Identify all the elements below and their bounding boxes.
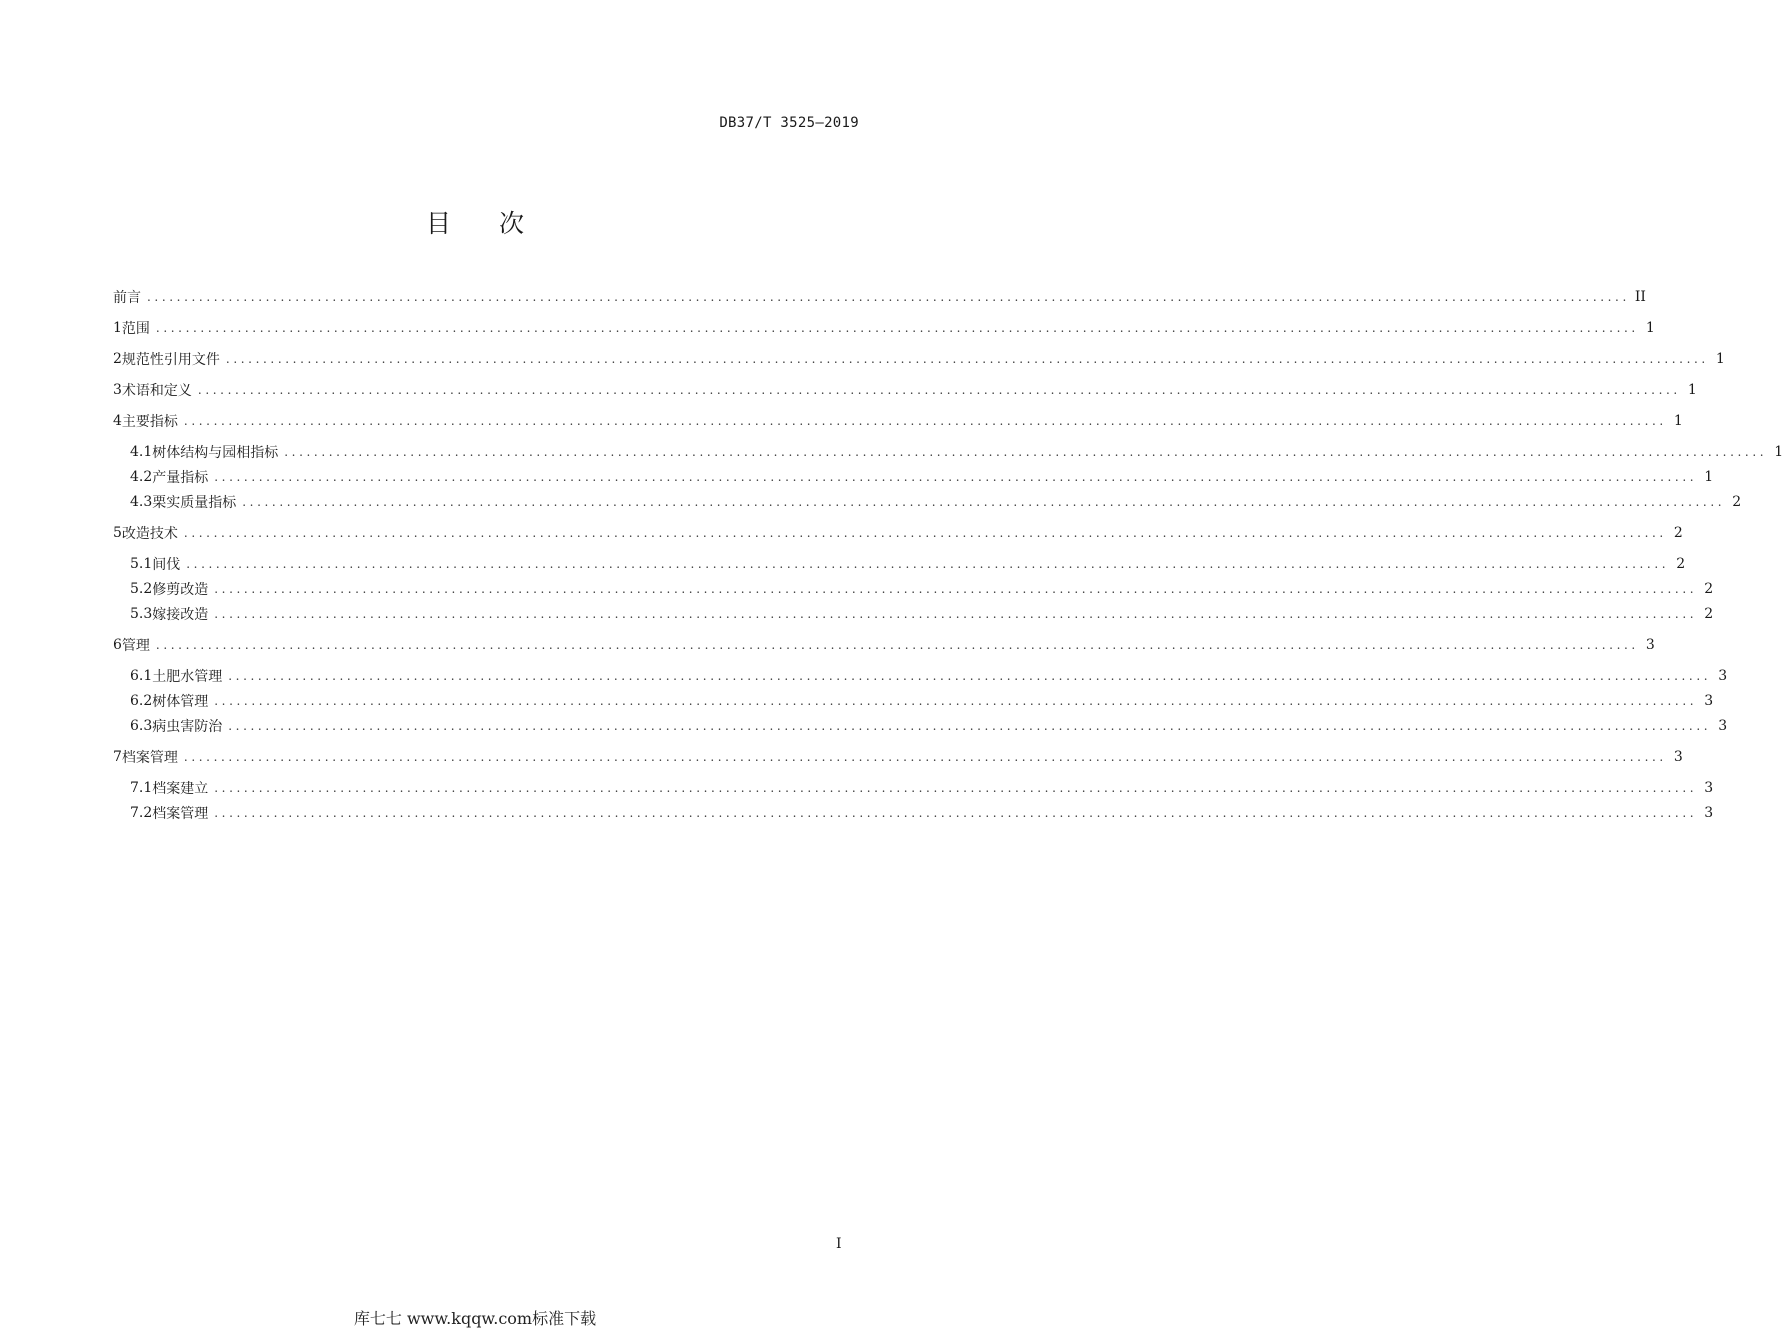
toc-title-char-1: 目	[425, 209, 451, 238]
toc-dot-leader: ........................................................................................................................................................................................................	[214, 781, 1698, 795]
toc-entry[interactable]	[113, 286, 1646, 308]
toc-entry-label: 间伐	[152, 557, 181, 573]
toc-entry-page: 1	[1687, 382, 1697, 398]
toc-entry-number: 4	[113, 413, 122, 429]
toc-title	[0, 204, 950, 240]
toc-entry-number: 6.1	[130, 668, 153, 684]
toc-entry-label: 档案管理	[121, 750, 178, 766]
toc-entry-label: 树体结构与园相指标	[152, 445, 279, 461]
toc-entry[interactable]	[130, 777, 1714, 799]
toc-entry-label: 管理	[121, 638, 150, 654]
toc-dot-leader: ........................................................................................................................................................................................................	[284, 445, 1768, 459]
toc-entry[interactable]	[113, 317, 1655, 339]
toc-entry[interactable]	[113, 379, 1697, 401]
toc-entry-page: 1	[1673, 413, 1683, 429]
toc-entry-page: 3	[1645, 637, 1655, 653]
toc-entry[interactable]	[130, 491, 1742, 513]
toc-entry-page: 2	[1704, 581, 1714, 597]
toc-entry[interactable]	[130, 802, 1714, 824]
toc-dot-leader: ........................................................................................................................................................................................................	[155, 321, 1639, 335]
toc-entry-page: 1	[1774, 444, 1783, 460]
toc-entry-number: 5.1	[130, 556, 153, 572]
page-number: I	[836, 1236, 842, 1252]
toc-entry[interactable]	[130, 578, 1714, 600]
toc-entry-label: 档案建立	[152, 781, 209, 797]
toc-dot-leader: ........................................................................................................................................................................................................	[228, 719, 1712, 733]
toc-dot-leader: ........................................................................................................................................................................................................	[225, 352, 1709, 366]
toc-entry-label: 产量指标	[152, 470, 209, 486]
toc-entry-label: 术语和定义	[121, 383, 192, 399]
toc-dot-leader: ........................................................................................................................................................................................................	[186, 557, 1670, 571]
toc-entry-number: 6	[113, 637, 122, 653]
toc-dot-leader: ........................................................................................................................................................................................................	[197, 383, 1681, 397]
toc-entry-label: 树体管理	[152, 694, 209, 710]
toc-dot-leader: ........................................................................................................................................................................................................	[147, 290, 1630, 304]
toc-entry-page: 1	[1645, 320, 1655, 336]
toc-entry-page: 2	[1676, 556, 1686, 572]
toc-entry-page: 2	[1673, 525, 1683, 541]
toc-entry-number: 5	[113, 525, 122, 541]
toc-entry-page: 2	[1704, 606, 1714, 622]
toc-dot-leader: ........................................................................................................................................................................................................	[214, 607, 1698, 621]
toc-entry-number: 4.3	[130, 494, 153, 510]
toc-entry[interactable]	[113, 348, 1725, 370]
toc-dot-leader: ........................................................................................................................................................................................................	[214, 806, 1698, 820]
toc-entry-page: 3	[1704, 805, 1714, 821]
toc-entry[interactable]	[113, 746, 1683, 768]
toc-entry[interactable]	[130, 441, 1783, 463]
toc-dot-leader: ........................................................................................................................................................................................................	[228, 669, 1712, 683]
toc-entry-label: 改造技术	[121, 526, 178, 542]
toc-entry-page: 3	[1718, 668, 1728, 684]
toc-entry-number: 6.3	[130, 718, 153, 734]
toc-dot-leader: ........................................................................................................................................................................................................	[183, 750, 1667, 764]
toc-entry[interactable]	[130, 690, 1714, 712]
toc-entry-number: 7	[113, 749, 122, 765]
toc-entry[interactable]	[130, 665, 1728, 687]
toc-entry-number: 5.3	[130, 606, 153, 622]
toc-dot-leader: ........................................................................................................................................................................................................	[155, 638, 1639, 652]
toc-entry-label: 嫁接改造	[152, 607, 209, 623]
toc-entry-label: 修剪改造	[152, 582, 209, 598]
toc-dot-leader: ........................................................................................................................................................................................................	[183, 526, 1667, 540]
toc-entry-page: II	[1634, 289, 1646, 305]
toc-entry-label: 栗实质量指标	[152, 495, 237, 511]
toc-entry[interactable]	[130, 466, 1714, 488]
toc-entry-label: 病虫害防治	[152, 719, 223, 735]
toc-entry-label: 档案管理	[152, 806, 209, 822]
toc-entry-number: 2	[113, 351, 122, 367]
toc-entry[interactable]	[113, 410, 1683, 432]
toc-entry-page: 3	[1704, 693, 1714, 709]
toc-entry-number: 4.2	[130, 469, 153, 485]
footer-watermark: 库七七 www.kqqw.com标准下载	[353, 1309, 597, 1328]
toc-entry[interactable]	[113, 522, 1683, 544]
toc-entry-label: 规范性引用文件	[121, 352, 220, 368]
toc-entry-number: 7.1	[130, 780, 153, 796]
toc-entry-label: 前言	[113, 290, 141, 306]
toc-dot-leader: ........................................................................................................................................................................................................	[214, 582, 1698, 596]
toc-title-char-2: 次	[499, 209, 525, 238]
toc-entry-page: 3	[1718, 718, 1728, 734]
toc-entry-label: 范围	[121, 321, 150, 337]
toc-entry[interactable]	[130, 603, 1714, 625]
toc-entry-number: 7.2	[130, 805, 153, 821]
toc-dot-leader: ........................................................................................................................................................................................................	[214, 694, 1698, 708]
toc-entry-number: 3	[113, 382, 122, 398]
toc-entry-page: 3	[1673, 749, 1683, 765]
toc-entry-label: 土肥水管理	[152, 669, 223, 685]
toc-dot-leader: ........................................................................................................................................................................................................	[242, 495, 1726, 509]
toc-entry-page: 1	[1704, 469, 1714, 485]
toc-entry-number: 5.2	[130, 581, 153, 597]
toc-entry[interactable]	[130, 553, 1686, 575]
toc-entry-label: 主要指标	[121, 414, 178, 430]
toc-entry-page: 2	[1732, 494, 1742, 510]
toc-dot-leader: ........................................................................................................................................................................................................	[214, 470, 1698, 484]
toc-entry-number: 6.2	[130, 693, 153, 709]
toc-entry-page: 1	[1715, 351, 1725, 367]
toc-dot-leader: ........................................................................................................................................................................................................	[183, 414, 1667, 428]
document-code: DB37/T 3525—2019	[719, 115, 859, 131]
toc-entry-number: 1	[113, 320, 122, 336]
toc-entry[interactable]	[130, 715, 1728, 737]
toc-entry-number: 4.1	[130, 444, 153, 460]
toc-entry[interactable]	[113, 634, 1655, 656]
toc-entry-page: 3	[1704, 780, 1714, 796]
